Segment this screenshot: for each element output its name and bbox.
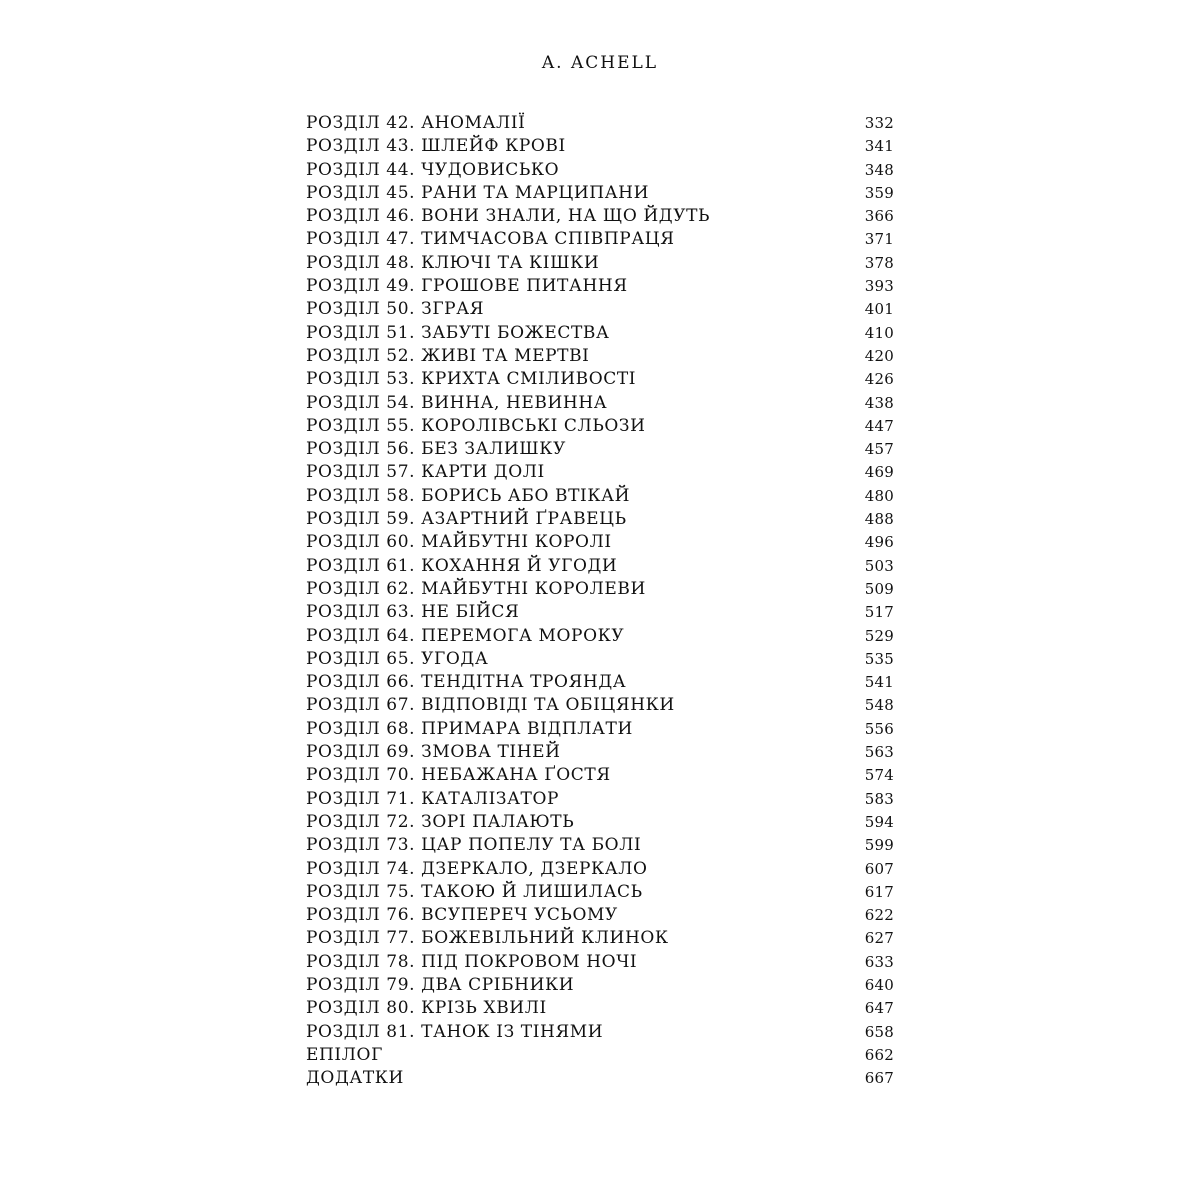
toc-entry-page-number: 393 xyxy=(864,277,894,296)
toc-entry-title: РОЗДІЛ 51. ЗАБУТІ БОЖЕСТВА xyxy=(306,322,610,343)
toc-entry-page-number: 594 xyxy=(864,812,894,831)
toc-entry xyxy=(306,485,894,508)
toc-entry-page-number: 583 xyxy=(864,789,894,808)
toc-entry-title: РОЗДІЛ 63. НЕ БІЙСЯ xyxy=(306,602,520,623)
toc-entry-page-number: 658 xyxy=(864,1022,894,1041)
toc-entry-title: РОЗДІЛ 79. ДВА СРІБНИКИ xyxy=(306,974,575,995)
toc-entry xyxy=(306,531,894,554)
toc-entry-title: РОЗДІЛ 60. МАЙБУТНІ КОРОЛІ xyxy=(306,532,612,553)
toc-entry-page-number: 420 xyxy=(864,346,894,365)
toc-entry-title: ЕПІЛОГ xyxy=(306,1044,383,1065)
toc-entry-page-number: 622 xyxy=(864,906,894,925)
toc-entry-title: РОЗДІЛ 48. КЛЮЧІ ТА КІШКИ xyxy=(306,252,600,273)
toc-entry-page-number: 640 xyxy=(864,975,894,994)
toc-entry-title: РОЗДІЛ 77. БОЖЕВІЛЬНИЙ КЛИНОК xyxy=(306,928,669,949)
toc-entry-title: РОЗДІЛ 61. КОХАННЯ Й УГОДИ xyxy=(306,555,618,576)
toc-entry-page-number: 667 xyxy=(864,1069,894,1088)
toc-entry-title: РОЗДІЛ 81. ТАНОК ІЗ ТІНЯМИ xyxy=(306,1021,604,1042)
toc-entry xyxy=(306,368,894,391)
toc-entry-title: РОЗДІЛ 71. КАТАЛІЗАТОР xyxy=(306,788,560,809)
toc-entry xyxy=(306,718,894,741)
toc-entry-title: РОЗДІЛ 46. ВОНИ ЗНАЛИ, НА ЩО ЙДУТЬ xyxy=(306,206,711,227)
running-head-author: A. ACHELL xyxy=(541,53,659,73)
toc-entry xyxy=(306,275,894,298)
toc-entry xyxy=(306,811,894,834)
toc-entry-page-number: 574 xyxy=(864,766,894,785)
toc-entry xyxy=(306,927,894,950)
toc-entry-title: РОЗДІЛ 57. КАРТИ ДОЛІ xyxy=(306,462,545,483)
toc-entry-title: РОЗДІЛ 59. АЗАРТНИЙ ҐРАВЕЦЬ xyxy=(306,509,627,530)
toc-entry xyxy=(306,881,894,904)
toc-entry-page-number: 488 xyxy=(864,510,894,529)
toc-entry-page-number: 438 xyxy=(864,393,894,412)
toc-entry-title: РОЗДІЛ 73. ЦАР ПОПЕЛУ ТА БОЛІ xyxy=(306,835,642,856)
toc-entry-page-number: 401 xyxy=(864,300,894,319)
toc-entry-page-number: 556 xyxy=(864,719,894,738)
toc-entry-title: РОЗДІЛ 80. КРІЗЬ ХВИЛІ xyxy=(306,998,547,1019)
table-of-contents xyxy=(306,112,894,1090)
toc-entry xyxy=(306,555,894,578)
toc-entry-page-number: 469 xyxy=(864,463,894,482)
toc-entry-title: РОЗДІЛ 72. ЗОРІ ПАЛАЮТЬ xyxy=(306,811,575,832)
toc-entry-page-number: 563 xyxy=(864,743,894,762)
toc-entry-page-number: 509 xyxy=(864,579,894,598)
toc-entry-page-number: 341 xyxy=(864,137,894,156)
toc-entry-title: РОЗДІЛ 54. ВИННА, НЕВИННА xyxy=(306,392,608,413)
toc-entry-page-number: 627 xyxy=(864,929,894,948)
toc-entry xyxy=(306,298,894,321)
toc-entry xyxy=(306,601,894,624)
toc-entry-page-number: 599 xyxy=(864,836,894,855)
toc-entry xyxy=(306,788,894,811)
toc-entry-title: ДОДАТКИ xyxy=(306,1068,404,1089)
toc-entry xyxy=(306,438,894,461)
toc-entry xyxy=(306,858,894,881)
toc-entry xyxy=(306,997,894,1020)
toc-entry xyxy=(306,322,894,345)
toc-entry xyxy=(306,1067,894,1090)
toc-entry xyxy=(306,205,894,228)
toc-entry xyxy=(306,974,894,997)
toc-entry xyxy=(306,625,894,648)
toc-entry-page-number: 503 xyxy=(864,556,894,575)
toc-entry-page-number: 496 xyxy=(864,533,894,552)
toc-entry-title: РОЗДІЛ 70. НЕБАЖАНА ҐОСТЯ xyxy=(306,765,611,786)
toc-entry xyxy=(306,461,894,484)
toc-entry xyxy=(306,578,894,601)
toc-entry-page-number: 457 xyxy=(864,440,894,459)
toc-entry-title: РОЗДІЛ 69. ЗМОВА ТІНЕЙ xyxy=(306,742,561,763)
toc-entry-page-number: 541 xyxy=(864,673,894,692)
toc-entry-title: РОЗДІЛ 45. РАНИ ТА МАРЦИПАНИ xyxy=(306,182,650,203)
toc-entry-title: РОЗДІЛ 49. ГРОШОВЕ ПИТАННЯ xyxy=(306,276,628,297)
toc-entry xyxy=(306,764,894,787)
toc-entry-page-number: 366 xyxy=(864,207,894,226)
toc-entry xyxy=(306,671,894,694)
toc-entry-title: РОЗДІЛ 74. ДЗЕРКАЛО, ДЗЕРКАЛО xyxy=(306,858,648,879)
toc-entry-page-number: 529 xyxy=(864,626,894,645)
toc-entry-title: РОЗДІЛ 58. БОРИСЬ АБО ВТІКАЙ xyxy=(306,485,631,506)
toc-entry-title: РОЗДІЛ 43. ШЛЕЙФ КРОВІ xyxy=(306,136,566,157)
toc-entry-title: РОЗДІЛ 65. УГОДА xyxy=(306,648,489,669)
toc-entry-title: РОЗДІЛ 62. МАЙБУТНІ КОРОЛЕВИ xyxy=(306,578,646,599)
toc-entry-title: РОЗДІЛ 76. ВСУПЕРЕЧ УСЬОМУ xyxy=(306,905,618,926)
toc-entry-page-number: 332 xyxy=(864,114,894,132)
toc-entry-title: РОЗДІЛ 52. ЖИВІ ТА МЕРТВІ xyxy=(306,345,590,366)
toc-entry-title: РОЗДІЛ 56. БЕЗ ЗАЛИШКУ xyxy=(306,439,566,460)
toc-entry-title: РОЗДІЛ 55. КОРОЛІВСЬКІ СЛЬОЗИ xyxy=(306,415,646,436)
toc-entry xyxy=(306,648,894,671)
toc-entry-page-number: 633 xyxy=(864,952,894,971)
toc-entry xyxy=(306,182,894,205)
toc-entry-title: РОЗДІЛ 53. КРИХТА СМІЛИВОСТІ xyxy=(306,369,637,390)
toc-entry-page-number: 548 xyxy=(864,696,894,715)
toc-entry xyxy=(306,834,894,857)
toc-entry-page-number: 359 xyxy=(864,183,894,202)
toc-entry-page-number: 447 xyxy=(864,416,894,435)
toc-entry-title: РОЗДІЛ 75. ТАКОЮ Й ЛИШИЛАСЬ xyxy=(306,881,643,902)
toc-entry-page-number: 378 xyxy=(864,253,894,272)
toc-entry xyxy=(306,228,894,251)
toc-entry xyxy=(306,1044,894,1067)
toc-entry-page-number: 348 xyxy=(864,160,894,179)
toc-entry xyxy=(306,392,894,415)
toc-entry-title: РОЗДІЛ 67. ВІДПОВІДІ ТА ОБІЦЯНКИ xyxy=(306,695,675,716)
toc-entry-page-number: 480 xyxy=(864,486,894,505)
toc-entry-title: РОЗДІЛ 47. ТИМЧАСОВА СПІВПРАЦЯ xyxy=(306,229,675,250)
toc-entry-page-number: 410 xyxy=(864,323,894,342)
toc-entry-page-number: 371 xyxy=(864,230,894,249)
toc-entry xyxy=(306,415,894,438)
toc-entry-title: РОЗДІЛ 68. ПРИМАРА ВІДПЛАТИ xyxy=(306,718,633,739)
toc-entry-page-number: 517 xyxy=(864,603,894,622)
toc-entry xyxy=(306,252,894,275)
toc-entry-page-number: 662 xyxy=(864,1045,894,1064)
toc-entry xyxy=(306,135,894,158)
toc-entry xyxy=(306,694,894,717)
toc-entry xyxy=(306,112,894,135)
toc-entry-page-number: 535 xyxy=(864,649,894,668)
toc-entry xyxy=(306,741,894,764)
toc-entry-page-number: 617 xyxy=(864,882,894,901)
toc-entry xyxy=(306,159,894,182)
toc-entry-title: РОЗДІЛ 78. ПІД ПОКРОВОМ НОЧІ xyxy=(306,951,638,972)
toc-entry-title: РОЗДІЛ 50. ЗГРАЯ xyxy=(306,299,485,320)
toc-entry xyxy=(306,508,894,531)
toc-entry-title: РОЗДІЛ 44. ЧУДОВИСЬКО xyxy=(306,159,560,180)
toc-entry-title: РОЗДІЛ 64. ПЕРЕМОГА МОРОКУ xyxy=(306,625,625,646)
toc-entry xyxy=(306,345,894,368)
toc-entry-page-number: 607 xyxy=(864,859,894,878)
toc-entry-page-number: 426 xyxy=(864,370,894,389)
toc-entry xyxy=(306,1021,894,1044)
toc-entry-title: РОЗДІЛ 42. АНОМАЛІЇ xyxy=(306,113,526,133)
toc-entry-page-number: 647 xyxy=(864,999,894,1018)
toc-entry-title: РОЗДІЛ 66. ТЕНДІТНА ТРОЯНДА xyxy=(306,672,627,693)
toc-entry xyxy=(306,904,894,927)
toc-entry xyxy=(306,951,894,974)
